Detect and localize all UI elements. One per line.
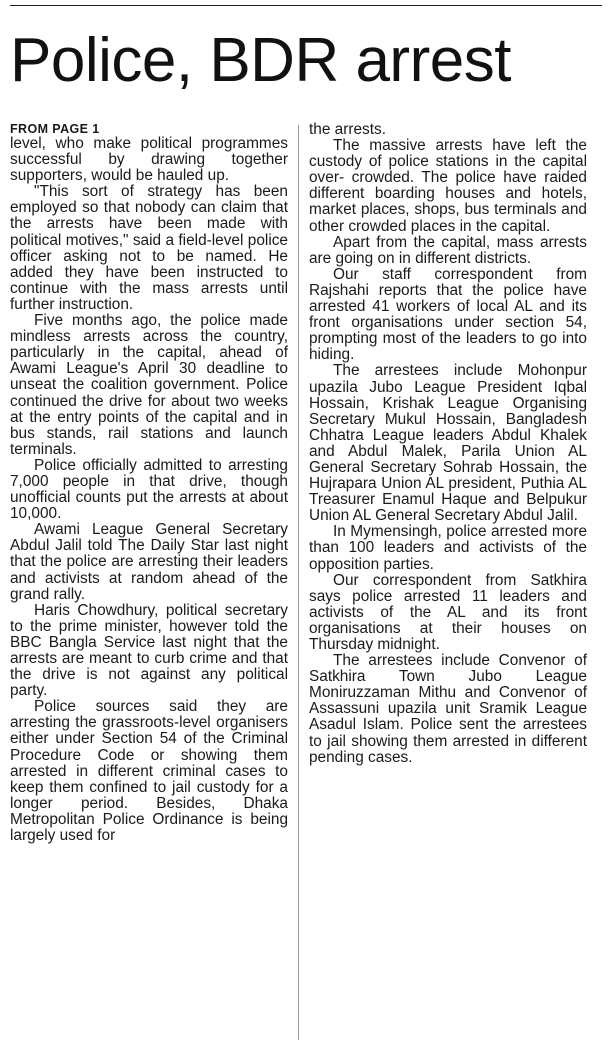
paragraph: "This sort of strategy has been employed so that nobody can claim that the arrests have been made with political motives," said a field-level police officer asking not to be named. He added they have been instructed to continue with the mass arrests until further instruction. xyxy=(10,183,288,313)
paragraph: the arrests. xyxy=(309,121,386,138)
column-divider xyxy=(298,125,299,1040)
article-column-left xyxy=(10,122,288,844)
paragraph: In Mymensingh, police arrested more than 100 leaders and activists of the opposition parties. xyxy=(309,523,587,573)
paragraph: Police sources said they are arresting the grassroots-level organisers either under Section 54 of the Criminal Procedure Code or showing them arrested in different criminal cases to keep them confined to jail custody for a longer period. Besides, Dhaka Metropolitan Police Ordinance is being largely used for xyxy=(10,698,288,845)
top-rule xyxy=(10,5,602,6)
article-column-right xyxy=(309,122,587,766)
paragraph: The arrestees include Mohonpur upazila Jubo League President Iqbal Hossain, Krishak League Organising Secretary Mukul Hossain, Bangladesh Chhatra League leaders Abdul Khalek and Abdul Malek, Parila Union AL General Secretary Sohrab Hossain, the Hujrapara Union AL president, Puthia AL Treasurer Enamul Haque and Belpukur Union AL General Secretary Abdul Jalil. xyxy=(309,362,587,525)
headline: Police, BDR arrest xyxy=(10,26,511,95)
paragraph: Five months ago, the police made mindless arrests across the country, particularly in the capital, ahead of Awami League's April 30 deadline to unseat the coalition government. Police continued the drive for about two weeks at the entry points of the capital and in bus stands, rail stations and launch terminals. xyxy=(10,312,288,458)
paragraph: Apart from the capital, mass arrests are going on in different districts. xyxy=(309,233,587,267)
paragraph: Our staff correspondent from Rajshahi reports that the police have arrested 41 workers of local AL and its front organisations under section 54, prompting most of the leaders to go into hiding. xyxy=(309,265,587,364)
paragraph: Police officially admitted to arresting 7,000 people in that drive, though unofficial counts put the arrests at about 10,000. xyxy=(10,456,288,523)
kicker: FROM PAGE 1 xyxy=(10,122,100,136)
paragraph: The arrestees include Convenor of Satkhira Town Jubo League Moniruzzaman Mithu and Convenor of Assassuni upazila unit Sramik League Asadul Islam. Police sent the arrestees to jail showing them arrested in different pending cases. xyxy=(309,652,587,766)
paragraph: level, who make political programmes successful by drawing together supporters, would be hauled up. xyxy=(10,135,288,185)
paragraph: Awami League General Secretary Abdul Jalil told The Daily Star last night that the police are arresting their leaders and activists at random ahead of the grand rally. xyxy=(10,521,288,603)
paragraph: Haris Chowdhury, political secretary to the prime minister, however told the BBC Bangla Service last night that the arrests are meant to curb crime and that the drive is not against any political party. xyxy=(10,601,288,700)
paragraph: Our correspondent from Satkhira says police arrested 11 leaders and activists of the AL and its front organisations at their houses on Thursday midnight. xyxy=(309,571,587,653)
paragraph: The massive arrests have left the custody of police stations in the capital over- crowded. The police have raided different boarding houses and hotels, market places, shops, bus terminals and other crowded places in the capital. xyxy=(309,137,587,235)
